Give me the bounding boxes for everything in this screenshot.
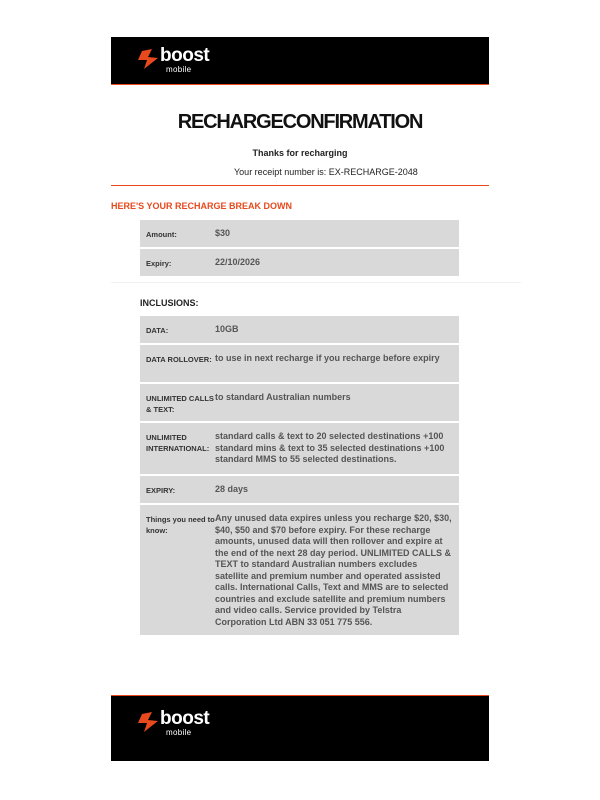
row-label: DATA: — [146, 326, 169, 335]
breakdown-heading: HERE'S YOUR RECHARGE BREAK DOWN — [111, 201, 292, 211]
breakdown-row-amount — [140, 220, 459, 247]
inclusion-row-expiry — [140, 476, 459, 503]
boost-logo[interactable] — [138, 45, 218, 77]
row-value: to standard Australian numbers — [215, 392, 351, 402]
logo-word: boost — [160, 45, 210, 66]
page-title: RECHARGECONFIRMATION — [177, 111, 423, 133]
logo-subtitle: mobile — [166, 728, 192, 737]
boost-logo-footer[interactable] — [138, 708, 218, 740]
row-value: 28 days — [215, 484, 249, 494]
receipt-number: Your receipt number is: EX-RECHARGE-2048 — [234, 167, 418, 177]
row-value: to use in next recharge if you recharge before expiry — [215, 353, 440, 363]
row-label: Expiry: — [146, 259, 172, 268]
inclusion-row-calls — [140, 384, 459, 421]
thanks-text: Thanks for recharging — [252, 148, 348, 158]
logo-word: boost — [160, 708, 210, 729]
footer-banner — [111, 695, 489, 761]
section-divider — [111, 282, 521, 283]
row-label: Things you need to know: — [146, 515, 215, 535]
row-label: UNLIMITED CALLS & TEXT: — [146, 394, 214, 414]
boost-bolt-icon — [138, 49, 160, 69]
row-value: 10GB — [215, 324, 239, 334]
inclusion-row-things-to-know — [140, 505, 459, 635]
inclusion-row-international — [140, 423, 459, 474]
row-label: UNLIMITED INTERNATIONAL: — [146, 433, 210, 453]
row-value: Any unused data expires unless you recharge $20, $30, $40, $50 and $70 before expiry. For these recharge amounts, unused data will then rollover and expire at the end of the next 28 day period. UNLIMITED CALLS & TEXT to standard Australian numbers excludes satellite and premium number and operated assisted calls. International Calls, Text and MMS are to selected countries and exclude satellite and premium numbers and video calls. Service provided by Telstra Corporation Ltd ABN 33 051 775 556. — [215, 513, 452, 627]
row-value: $30 — [215, 228, 231, 238]
inclusion-row-rollover — [140, 345, 459, 382]
email-body — [111, 37, 489, 637]
breakdown-row-expiry — [140, 249, 459, 276]
breakdown-table — [140, 220, 459, 276]
logo-subtitle: mobile — [166, 65, 192, 74]
inclusions-table — [140, 316, 459, 635]
boost-bolt-icon — [138, 712, 160, 732]
row-label: EXPIRY: — [146, 486, 176, 495]
row-label: Amount: — [146, 230, 177, 239]
row-value: 22/10/2026 — [215, 257, 261, 267]
header-banner — [111, 37, 489, 85]
inclusion-row-data — [140, 316, 459, 343]
row-label: DATA ROLLOVER: — [146, 355, 212, 364]
inclusions-heading: INCLUSIONS: — [140, 298, 199, 308]
row-value: standard calls & text to 20 selected destinations +100 standard mins & text to 35 selected destinations +100 standard MMS to 55 selected destinations. — [215, 431, 445, 464]
divider — [111, 185, 489, 186]
